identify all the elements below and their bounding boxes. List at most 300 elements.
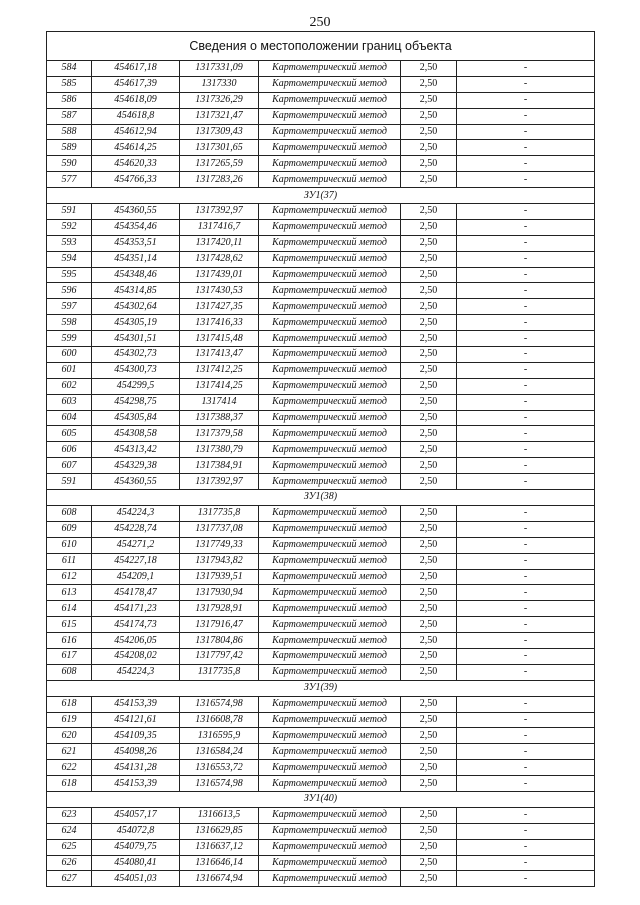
note-cell: - [457, 251, 595, 267]
point-number-cell: 612 [47, 569, 92, 585]
point-number-cell: 626 [47, 855, 92, 871]
accuracy-cell: 2,50 [401, 585, 457, 601]
table-row [47, 648, 595, 664]
accuracy-cell: 2,50 [401, 61, 457, 77]
x-coordinate-cell: 454314,85 [92, 283, 180, 299]
table-row [47, 537, 595, 553]
y-coordinate-cell: 1317379,58 [180, 426, 259, 442]
method-cell: Картометрический метод [259, 696, 401, 712]
note-cell: - [457, 537, 595, 553]
accuracy-cell: 2,50 [401, 426, 457, 442]
table-row [47, 728, 595, 744]
point-number-cell: 595 [47, 267, 92, 283]
note-cell: - [457, 569, 595, 585]
method-cell: Картометрический метод [259, 537, 401, 553]
accuracy-cell: 2,50 [401, 378, 457, 394]
note-cell: - [457, 315, 595, 331]
point-number-cell: 614 [47, 601, 92, 617]
point-number-cell: 608 [47, 664, 92, 680]
x-coordinate-cell: 454305,19 [92, 315, 180, 331]
accuracy-cell: 2,50 [401, 394, 457, 410]
section-header-row [47, 680, 595, 696]
y-coordinate-cell: 1317416,7 [180, 219, 259, 235]
y-coordinate-cell: 1317420,11 [180, 235, 259, 251]
accuracy-cell: 2,50 [401, 664, 457, 680]
accuracy-cell: 2,50 [401, 219, 457, 235]
table-body [47, 32, 595, 887]
table-row [47, 426, 595, 442]
y-coordinate-cell: 1317330 [180, 76, 259, 92]
y-coordinate-cell: 1317735,8 [180, 505, 259, 521]
method-cell: Картометрический метод [259, 235, 401, 251]
table-row [47, 442, 595, 458]
method-cell: Картометрический метод [259, 505, 401, 521]
table-row [47, 331, 595, 347]
note-cell: - [457, 362, 595, 378]
table-row [47, 92, 595, 108]
table-row [47, 744, 595, 760]
method-cell: Картометрический метод [259, 855, 401, 871]
y-coordinate-cell: 1317392,97 [180, 204, 259, 220]
y-coordinate-cell: 1317309,43 [180, 124, 259, 140]
table-row [47, 569, 595, 585]
y-coordinate-cell: 1316674,94 [180, 871, 259, 887]
point-number-cell: 611 [47, 553, 92, 569]
table-title: Сведения о местоположении границ объекта [47, 32, 595, 61]
accuracy-cell: 2,50 [401, 744, 457, 760]
table-row [47, 61, 595, 77]
method-cell: Картометрический метод [259, 299, 401, 315]
point-number-cell: 591 [47, 204, 92, 220]
point-number-cell: 604 [47, 410, 92, 426]
y-coordinate-cell: 1316613,5 [180, 807, 259, 823]
note-cell: - [457, 696, 595, 712]
note-cell: - [457, 235, 595, 251]
point-number-cell: 594 [47, 251, 92, 267]
point-number-cell: 613 [47, 585, 92, 601]
table-row [47, 553, 595, 569]
table-row [47, 776, 595, 792]
method-cell: Картометрический метод [259, 426, 401, 442]
x-coordinate-cell: 454351,14 [92, 251, 180, 267]
table-row [47, 807, 595, 823]
x-coordinate-cell: 454057,17 [92, 807, 180, 823]
section-label: ЗУ1(37) [47, 188, 595, 204]
point-number-cell: 591 [47, 474, 92, 490]
note-cell: - [457, 664, 595, 680]
y-coordinate-cell: 1317939,51 [180, 569, 259, 585]
note-cell: - [457, 331, 595, 347]
point-number-cell: 589 [47, 140, 92, 156]
method-cell: Картометрический метод [259, 442, 401, 458]
note-cell: - [457, 219, 595, 235]
x-coordinate-cell: 454305,84 [92, 410, 180, 426]
note-cell: - [457, 633, 595, 649]
method-cell: Картометрический метод [259, 458, 401, 474]
method-cell: Картометрический метод [259, 76, 401, 92]
accuracy-cell: 2,50 [401, 299, 457, 315]
accuracy-cell: 2,50 [401, 140, 457, 156]
x-coordinate-cell: 454308,58 [92, 426, 180, 442]
y-coordinate-cell: 1316574,98 [180, 696, 259, 712]
section-header-row [47, 490, 595, 506]
point-number-cell: 584 [47, 61, 92, 77]
x-coordinate-cell: 454072,8 [92, 823, 180, 839]
table-row [47, 458, 595, 474]
y-coordinate-cell: 1317331,09 [180, 61, 259, 77]
table-row [47, 378, 595, 394]
method-cell: Картометрический метод [259, 712, 401, 728]
accuracy-cell: 2,50 [401, 553, 457, 569]
table-row [47, 823, 595, 839]
table-row [47, 474, 595, 490]
table-title-row [47, 32, 595, 61]
accuracy-cell: 2,50 [401, 633, 457, 649]
method-cell: Картометрический метод [259, 521, 401, 537]
note-cell: - [457, 156, 595, 172]
y-coordinate-cell: 1317388,37 [180, 410, 259, 426]
table-row [47, 839, 595, 855]
point-number-cell: 587 [47, 108, 92, 124]
accuracy-cell: 2,50 [401, 410, 457, 426]
x-coordinate-cell: 454109,35 [92, 728, 180, 744]
y-coordinate-cell: 1316608,78 [180, 712, 259, 728]
x-coordinate-cell: 454178,47 [92, 585, 180, 601]
x-coordinate-cell: 454614,25 [92, 140, 180, 156]
accuracy-cell: 2,50 [401, 712, 457, 728]
x-coordinate-cell: 454617,39 [92, 76, 180, 92]
point-number-cell: 601 [47, 362, 92, 378]
point-number-cell: 586 [47, 92, 92, 108]
point-number-cell: 608 [47, 505, 92, 521]
point-number-cell: 624 [47, 823, 92, 839]
y-coordinate-cell: 1316584,24 [180, 744, 259, 760]
note-cell: - [457, 92, 595, 108]
method-cell: Картометрический метод [259, 92, 401, 108]
point-number-cell: 593 [47, 235, 92, 251]
accuracy-cell: 2,50 [401, 124, 457, 140]
point-number-cell: 609 [47, 521, 92, 537]
method-cell: Картометрический метод [259, 108, 401, 124]
x-coordinate-cell: 454209,1 [92, 569, 180, 585]
y-coordinate-cell: 1317430,53 [180, 283, 259, 299]
accuracy-cell: 2,50 [401, 108, 457, 124]
accuracy-cell: 2,50 [401, 823, 457, 839]
section-header-row [47, 791, 595, 807]
point-number-cell: 616 [47, 633, 92, 649]
point-number-cell: 599 [47, 331, 92, 347]
point-number-cell: 622 [47, 760, 92, 776]
x-coordinate-cell: 454131,28 [92, 760, 180, 776]
table-row [47, 362, 595, 378]
method-cell: Картометрический метод [259, 378, 401, 394]
accuracy-cell: 2,50 [401, 760, 457, 776]
x-coordinate-cell: 454360,55 [92, 474, 180, 490]
point-number-cell: 619 [47, 712, 92, 728]
point-number-cell: 602 [47, 378, 92, 394]
table-row [47, 410, 595, 426]
method-cell: Картометрический метод [259, 633, 401, 649]
y-coordinate-cell: 1317412,25 [180, 362, 259, 378]
table-row [47, 521, 595, 537]
y-coordinate-cell: 1317392,97 [180, 474, 259, 490]
note-cell: - [457, 648, 595, 664]
y-coordinate-cell: 1316629,85 [180, 823, 259, 839]
table-row [47, 394, 595, 410]
x-coordinate-cell: 454618,09 [92, 92, 180, 108]
method-cell: Картометрический метод [259, 283, 401, 299]
note-cell: - [457, 728, 595, 744]
accuracy-cell: 2,50 [401, 251, 457, 267]
accuracy-cell: 2,50 [401, 474, 457, 490]
accuracy-cell: 2,50 [401, 156, 457, 172]
accuracy-cell: 2,50 [401, 807, 457, 823]
accuracy-cell: 2,50 [401, 776, 457, 792]
point-number-cell: 620 [47, 728, 92, 744]
y-coordinate-cell: 1317943,82 [180, 553, 259, 569]
note-cell: - [457, 140, 595, 156]
note-cell: - [457, 505, 595, 521]
table-row [47, 76, 595, 92]
note-cell: - [457, 760, 595, 776]
accuracy-cell: 2,50 [401, 283, 457, 299]
method-cell: Картометрический метод [259, 251, 401, 267]
point-number-cell: 625 [47, 839, 92, 855]
y-coordinate-cell: 1317797,42 [180, 648, 259, 664]
note-cell: - [457, 585, 595, 601]
point-number-cell: 600 [47, 347, 92, 363]
accuracy-cell: 2,50 [401, 839, 457, 855]
accuracy-cell: 2,50 [401, 204, 457, 220]
accuracy-cell: 2,50 [401, 235, 457, 251]
y-coordinate-cell: 1317384,91 [180, 458, 259, 474]
note-cell: - [457, 347, 595, 363]
note-cell: - [457, 426, 595, 442]
table-row [47, 235, 595, 251]
y-coordinate-cell: 1316646,14 [180, 855, 259, 871]
method-cell: Картометрический метод [259, 664, 401, 680]
x-coordinate-cell: 454329,38 [92, 458, 180, 474]
method-cell: Картометрический метод [259, 394, 401, 410]
accuracy-cell: 2,50 [401, 347, 457, 363]
y-coordinate-cell: 1316574,98 [180, 776, 259, 792]
note-cell: - [457, 108, 595, 124]
x-coordinate-cell: 454313,42 [92, 442, 180, 458]
x-coordinate-cell: 454208,02 [92, 648, 180, 664]
accuracy-cell: 2,50 [401, 362, 457, 378]
x-coordinate-cell: 454224,3 [92, 505, 180, 521]
method-cell: Картометрический метод [259, 204, 401, 220]
table-row [47, 140, 595, 156]
table-row [47, 267, 595, 283]
method-cell: Картометрический метод [259, 871, 401, 887]
point-number-cell: 606 [47, 442, 92, 458]
y-coordinate-cell: 1316595,9 [180, 728, 259, 744]
table-row [47, 315, 595, 331]
table-row [47, 855, 595, 871]
x-coordinate-cell: 454080,41 [92, 855, 180, 871]
note-cell: - [457, 299, 595, 315]
method-cell: Картометрический метод [259, 553, 401, 569]
point-number-cell: 617 [47, 648, 92, 664]
section-label: ЗУ1(40) [47, 791, 595, 807]
note-cell: - [457, 458, 595, 474]
accuracy-cell: 2,50 [401, 648, 457, 664]
note-cell: - [457, 776, 595, 792]
y-coordinate-cell: 1316637,12 [180, 839, 259, 855]
x-coordinate-cell: 454227,18 [92, 553, 180, 569]
y-coordinate-cell: 1317928,91 [180, 601, 259, 617]
x-coordinate-cell: 454174,73 [92, 617, 180, 633]
point-number-cell: 615 [47, 617, 92, 633]
point-number-cell: 598 [47, 315, 92, 331]
x-coordinate-cell: 454224,3 [92, 664, 180, 680]
y-coordinate-cell: 1317301,65 [180, 140, 259, 156]
point-number-cell: 585 [47, 76, 92, 92]
accuracy-cell: 2,50 [401, 92, 457, 108]
accuracy-cell: 2,50 [401, 855, 457, 871]
accuracy-cell: 2,50 [401, 315, 457, 331]
y-coordinate-cell: 1317427,35 [180, 299, 259, 315]
boundary-coordinates-table [46, 31, 595, 887]
table-row [47, 871, 595, 887]
point-number-cell: 610 [47, 537, 92, 553]
method-cell: Картометрический метод [259, 347, 401, 363]
table-row [47, 251, 595, 267]
x-coordinate-cell: 454612,94 [92, 124, 180, 140]
note-cell: - [457, 204, 595, 220]
x-coordinate-cell: 454360,55 [92, 204, 180, 220]
table-row [47, 172, 595, 188]
accuracy-cell: 2,50 [401, 617, 457, 633]
note-cell: - [457, 855, 595, 871]
method-cell: Картометрический метод [259, 474, 401, 490]
section-header-row [47, 188, 595, 204]
method-cell: Картометрический метод [259, 760, 401, 776]
x-coordinate-cell: 454348,46 [92, 267, 180, 283]
accuracy-cell: 2,50 [401, 172, 457, 188]
table-row [47, 347, 595, 363]
y-coordinate-cell: 1317804,86 [180, 633, 259, 649]
method-cell: Картометрический метод [259, 823, 401, 839]
y-coordinate-cell: 1317916,47 [180, 617, 259, 633]
x-coordinate-cell: 454301,51 [92, 331, 180, 347]
y-coordinate-cell: 1317380,79 [180, 442, 259, 458]
table-row [47, 664, 595, 680]
table-row [47, 204, 595, 220]
point-number-cell: 603 [47, 394, 92, 410]
y-coordinate-cell: 1317416,33 [180, 315, 259, 331]
point-number-cell: 577 [47, 172, 92, 188]
accuracy-cell: 2,50 [401, 601, 457, 617]
method-cell: Картометрический метод [259, 617, 401, 633]
note-cell: - [457, 871, 595, 887]
accuracy-cell: 2,50 [401, 267, 457, 283]
note-cell: - [457, 61, 595, 77]
note-cell: - [457, 823, 595, 839]
accuracy-cell: 2,50 [401, 537, 457, 553]
table-row [47, 712, 595, 728]
table-row [47, 283, 595, 299]
note-cell: - [457, 267, 595, 283]
x-coordinate-cell: 454121,61 [92, 712, 180, 728]
y-coordinate-cell: 1317414 [180, 394, 259, 410]
method-cell: Картометрический метод [259, 585, 401, 601]
method-cell: Картометрический метод [259, 744, 401, 760]
x-coordinate-cell: 454051,03 [92, 871, 180, 887]
note-cell: - [457, 378, 595, 394]
section-label: ЗУ1(39) [47, 680, 595, 696]
note-cell: - [457, 617, 595, 633]
section-label: ЗУ1(38) [47, 490, 595, 506]
y-coordinate-cell: 1317439,01 [180, 267, 259, 283]
note-cell: - [457, 839, 595, 855]
accuracy-cell: 2,50 [401, 728, 457, 744]
y-coordinate-cell: 1317414,25 [180, 378, 259, 394]
accuracy-cell: 2,50 [401, 442, 457, 458]
method-cell: Картометрический метод [259, 569, 401, 585]
table-row [47, 219, 595, 235]
accuracy-cell: 2,50 [401, 521, 457, 537]
point-number-cell: 618 [47, 696, 92, 712]
note-cell: - [457, 172, 595, 188]
method-cell: Картометрический метод [259, 839, 401, 855]
note-cell: - [457, 474, 595, 490]
method-cell: Картометрический метод [259, 124, 401, 140]
method-cell: Картометрический метод [259, 728, 401, 744]
x-coordinate-cell: 454302,73 [92, 347, 180, 363]
x-coordinate-cell: 454766,33 [92, 172, 180, 188]
y-coordinate-cell: 1317415,48 [180, 331, 259, 347]
note-cell: - [457, 124, 595, 140]
point-number-cell: 607 [47, 458, 92, 474]
table-row [47, 696, 595, 712]
method-cell: Картометрический метод [259, 267, 401, 283]
point-number-cell: 592 [47, 219, 92, 235]
method-cell: Картометрический метод [259, 172, 401, 188]
note-cell: - [457, 410, 595, 426]
y-coordinate-cell: 1317283,26 [180, 172, 259, 188]
y-coordinate-cell: 1317265,59 [180, 156, 259, 172]
point-number-cell: 588 [47, 124, 92, 140]
table-row [47, 124, 595, 140]
accuracy-cell: 2,50 [401, 505, 457, 521]
note-cell: - [457, 76, 595, 92]
note-cell: - [457, 394, 595, 410]
x-coordinate-cell: 454354,46 [92, 219, 180, 235]
method-cell: Картометрический метод [259, 315, 401, 331]
method-cell: Картометрический метод [259, 648, 401, 664]
method-cell: Картометрический метод [259, 776, 401, 792]
point-number-cell: 596 [47, 283, 92, 299]
y-coordinate-cell: 1317413,47 [180, 347, 259, 363]
x-coordinate-cell: 454153,39 [92, 696, 180, 712]
method-cell: Картометрический метод [259, 331, 401, 347]
point-number-cell: 618 [47, 776, 92, 792]
accuracy-cell: 2,50 [401, 696, 457, 712]
x-coordinate-cell: 454302,64 [92, 299, 180, 315]
x-coordinate-cell: 454206,05 [92, 633, 180, 649]
accuracy-cell: 2,50 [401, 569, 457, 585]
x-coordinate-cell: 454153,39 [92, 776, 180, 792]
x-coordinate-cell: 454228,74 [92, 521, 180, 537]
note-cell: - [457, 283, 595, 299]
point-number-cell: 597 [47, 299, 92, 315]
point-number-cell: 621 [47, 744, 92, 760]
page-number: 250 [309, 15, 331, 30]
method-cell: Картометрический метод [259, 362, 401, 378]
y-coordinate-cell: 1317321,47 [180, 108, 259, 124]
